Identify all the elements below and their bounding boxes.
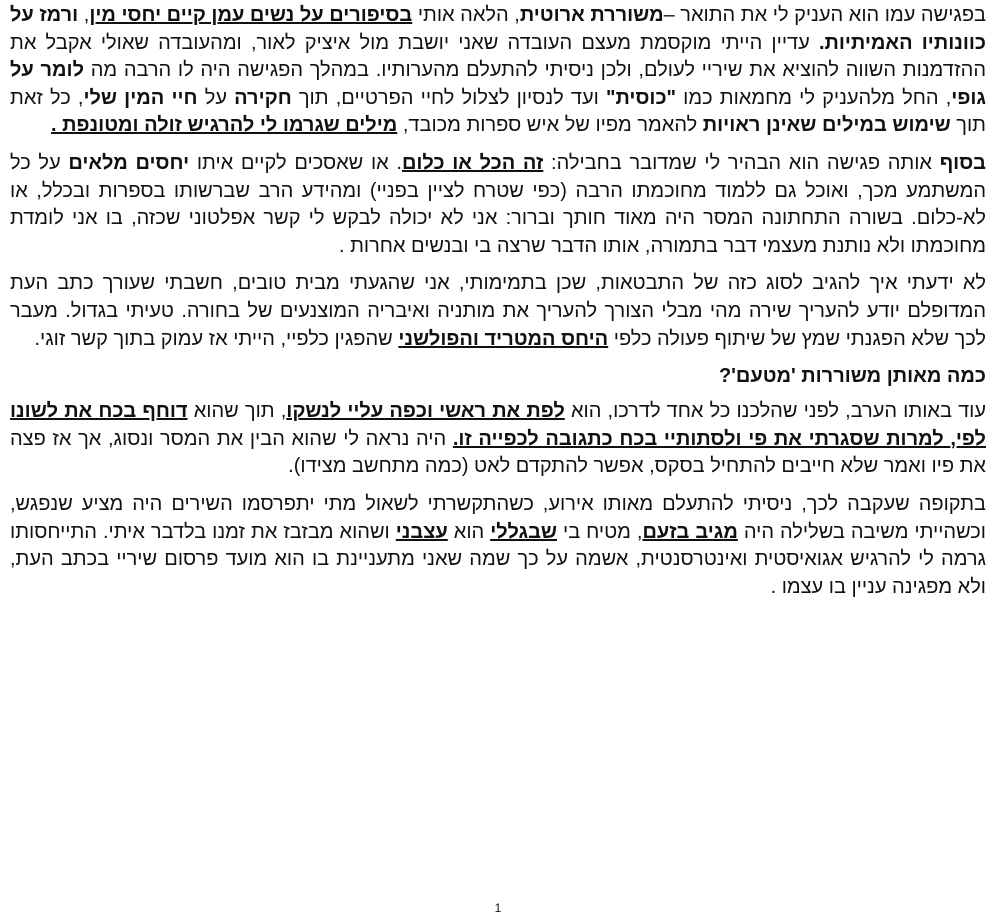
text: , מטיח בי: [563, 520, 643, 543]
text: על כל המשתמע מכך, ואוכל גם ללמוד מחוכמתו הרבה (כפי שטרח לציין בפניי) ומהידע הרב שברשותו בספרות ובכלל, או לא-כלום. בשורה התחתונה המסר היה מאוד חותך וברור: אני לא יכולה לבקש לי קשר אפלטוני שכזה, בו אני לומדת מחוכמתו ולא נותנת מעצמי דבר בתמורה, אותו הדבר שרצה בי ובנשים אחרות .: [10, 151, 986, 257]
bold-phrase: בסוף: [939, 151, 986, 174]
text: בתקופה שעקבה לכך, ניסיתי להתעלם מאותו אירוע, כשהתקשרתי לשאול מתי יתפרסמו השירים היה מציע שנפגש, וכשהייתי משיבה בשלילה היה: [10, 492, 986, 543]
text: בפגישה עמו הוא העניק לי את התואר –: [663, 4, 987, 26]
text: ,: [78, 4, 90, 26]
text: על: [204, 86, 235, 109]
bold-phrase: שימוש במילים שאינן ראויות: [702, 114, 951, 137]
underlined-bold-phrase: היחס המטריד והפולשני: [398, 327, 609, 350]
underlined-bold-phrase: לפת את ראשי וכפה עליי לנשקו: [286, 400, 565, 423]
paragraph-1: [10, 2, 986, 140]
bold-phrase: משוררת ארוטית: [519, 4, 664, 26]
underlined-bold-phrase: מגיב בזעם: [642, 520, 738, 543]
underlined-bold-phrase: בסיפורים על נשים עמן קיים יחסי מין: [89, 4, 413, 26]
text: עדיין הייתי מוקסמת מעצם העובדה שאני יושבת מול איציק לאור, ומהעובדה שאולי אקבל את ההזדמנות השווה להוציא את שיריי לעולם, ולכן ניסיתי להתעלם מהערותיו. במהלך הפגישה היה לו הרבה מה: [10, 31, 987, 82]
bold-phrase: לומר על גופי: [10, 59, 986, 109]
text: לא ידעתי איך להגיב לסוג כזה של התבטאות, שכן בתמימותי, אני שהגעתי מבית טובים, חשבתי שעורך כתב העת המדופלם יודע להעריך שירה מהי מבלי הצורך להעריך את מותניה ואיבריה המוצנעים של בחורה. טעיתי בגדול. מעבר לכך שלא הפגנתי שמץ של שיתוף פעולה כלפי: [10, 272, 986, 350]
paragraph-4: [10, 398, 986, 481]
text: שהפגין כלפיי, הייתי אז עמוק בתוך קשר זוגי.: [34, 327, 399, 350]
section-heading: כמה מאותן משוררות 'מטעם'?: [718, 365, 986, 388]
text: עוד באותו הערב, לפני שהלכנו כל אחד לדרכו, הוא: [570, 400, 986, 423]
text: , הלאה אותי: [417, 4, 520, 26]
document-page: [10, 2, 986, 611]
text: ושהוא מבזבז את זמנו בלדבר איתי. התייחסותו גרמה לי להרגיש אגואיסטית ואינטרסנטית, אשמה על כך שמה שאני מתעניינת בו הוא מועד פרסום שיריי בכתב העת, ולא מפגינה עניין בו עצמו .: [10, 520, 986, 598]
underlined-bold-phrase: שבגללי: [490, 520, 557, 543]
text: אותה פגישה הוא הבהיר לי שמדובר בחבילה:: [551, 151, 940, 174]
paragraph-3: [10, 270, 986, 353]
underlined-bold-phrase: דוחף בכח את לשונו לפי, למרות שסגרתי את פי ולסתותיי בכח כתגובה לכפייה זו.: [10, 400, 986, 450]
underlined-bold-phrase: מילים שגרמו לי להרגיש זולה ומטונפת .: [51, 114, 398, 137]
bold-phrase: חיי המין שלי: [83, 86, 198, 109]
text: היה נראה לי שהוא הבין את המסר ונסוג, אך אז פצה את פיו ואמר שלא חייבים להתחיל בסקס, אפשר להתקדם לאט (כמה מתחשב מצידו).: [10, 427, 986, 478]
paragraph-5: [10, 491, 986, 601]
text: ועד לנסיון לצלול לחיי הפרטיים, תוך: [298, 86, 606, 109]
bold-phrase: "כוסית": [605, 86, 676, 109]
underlined-bold-phrase: זה הכל או כלום: [401, 151, 544, 174]
text: , כל זאת תוך: [10, 86, 986, 137]
text: . או שאסכים לקיים איתו: [196, 151, 402, 174]
text: הוא: [453, 520, 491, 543]
underlined-bold-phrase: עצבני: [395, 520, 448, 543]
text: , תוך שהוא: [193, 400, 287, 423]
bold-phrase: חקירה: [234, 86, 292, 109]
bold-phrase: ורמז על כוונותיו האמיתיות.: [10, 4, 986, 54]
text: להאמר מפיו של איש ספרות מכובד,: [402, 114, 703, 137]
paragraph-2: [10, 150, 986, 260]
bold-phrase: יחסים מלאים: [68, 151, 190, 174]
page-number: 1: [494, 901, 502, 915]
text: , החל מלהעניק לי מחמאות כמו: [683, 86, 952, 109]
